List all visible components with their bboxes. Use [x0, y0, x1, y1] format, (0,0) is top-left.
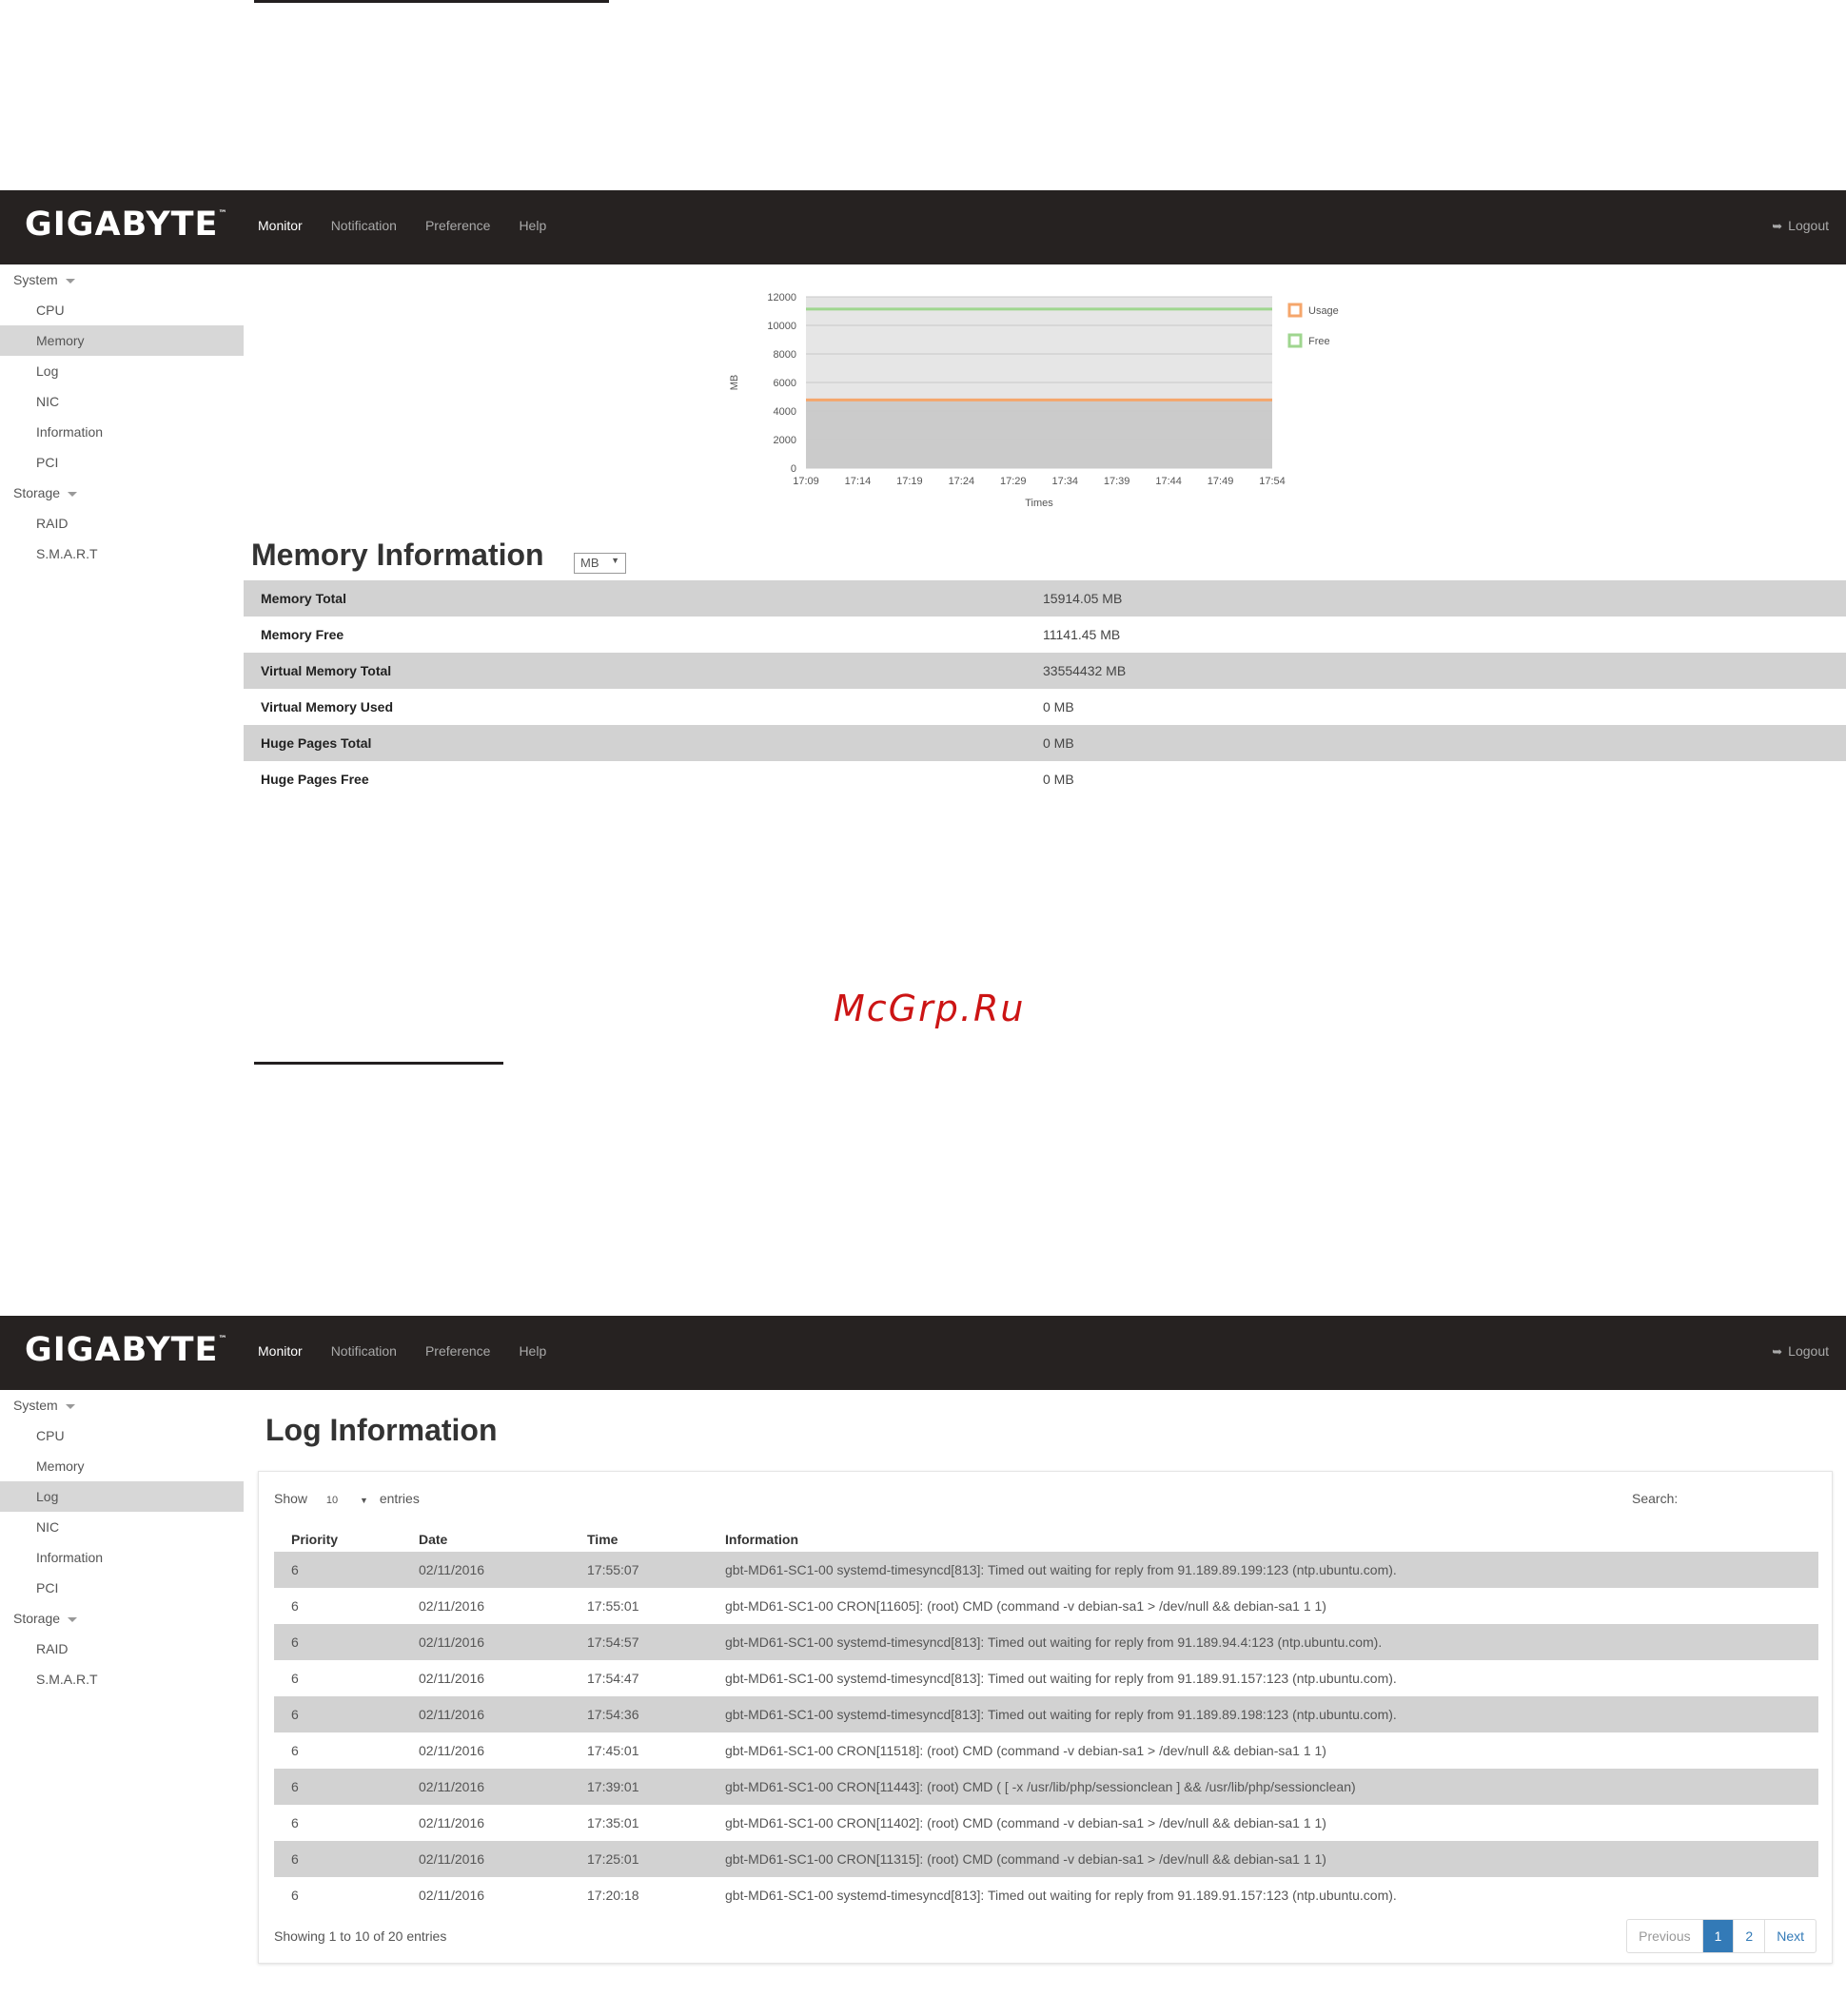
sidebar-group-system[interactable]: System — [0, 264, 244, 295]
table-row: 6 02/11/2016 17:54:57 gbt-MD61-SC1-00 systemd-timesyncd[813]: Timed out waiting for reply from 91.189.94.4:123 (ntp.ubuntu.com). — [274, 1624, 1818, 1660]
legend-label-usage: Usage — [1308, 305, 1339, 317]
nav-notification[interactable]: Notification — [330, 218, 397, 233]
page-title: Log Information — [265, 1413, 498, 1447]
logout-button[interactable]: ➥ Logout — [1772, 218, 1829, 233]
caret-down-icon — [68, 1617, 77, 1622]
dropdown-arrow-icon: ▼ — [360, 1496, 368, 1505]
sidebar-item-raid[interactable]: RAID — [36, 1641, 69, 1656]
entries-length-select[interactable]: 10 ▼ — [325, 1495, 368, 1506]
page-title: Memory Information — [251, 538, 544, 572]
logout-button[interactable]: ➥ Logout — [1772, 1343, 1829, 1359]
y-tick-label: 6000 — [773, 378, 796, 389]
column-header-time[interactable]: Time — [587, 1532, 619, 1547]
search-label: Search: — [1632, 1491, 1679, 1506]
memory-screenshot — [0, 190, 1846, 823]
previous-page-button[interactable]: Previous — [1639, 1928, 1691, 1944]
table-row: 6 02/11/2016 17:55:01 gbt-MD61-SC1-00 CRON[11605]: (root) CMD (command -v debian-sa1 > /dev/null && debian-sa1 1 1) — [291, 1598, 1326, 1614]
watermark-text: McGrp.Ru — [834, 988, 1026, 1029]
middle-rule — [254, 1062, 503, 1065]
top-navbar — [0, 1316, 1846, 1390]
top-rule — [254, 0, 609, 3]
y-tick-label: 2000 — [773, 435, 796, 446]
nav-monitor[interactable]: Monitor — [258, 1343, 303, 1359]
table-row: 6 02/11/2016 17:54:47 gbt-MD61-SC1-00 systemd-timesyncd[813]: Timed out waiting for reply from 91.189.91.157:123 (ntp.ubuntu.com). — [291, 1671, 1397, 1686]
sidebar-group-system[interactable]: System — [0, 1390, 244, 1420]
legend-label-free: Free — [1308, 336, 1330, 347]
nav-monitor[interactable]: Monitor — [258, 218, 303, 233]
main-nav — [258, 218, 546, 233]
log-table — [274, 1527, 1818, 1913]
main-nav — [258, 1343, 546, 1359]
table-row: 6 02/11/2016 17:54:36 gbt-MD61-SC1-00 systemd-timesyncd[813]: Timed out waiting for reply from 91.189.89.198:123 (ntp.ubuntu.com). — [274, 1696, 1818, 1732]
table-row: 6 02/11/2016 17:39:01 gbt-MD61-SC1-00 CRON[11443]: (root) CMD ( [ -x /usr/lib/php/sessionclean ] && /usr/lib/php/sessionclean) — [274, 1769, 1818, 1805]
table-row: Virtual Memory Used 0 MB — [261, 699, 1074, 714]
x-tick-label: 17:19 — [896, 476, 923, 487]
sidebar-item-information[interactable]: Information — [36, 1550, 104, 1565]
sidebar — [0, 1390, 244, 1694]
log-table-panel — [258, 1471, 1833, 1964]
table-row: 6 02/11/2016 17:20:18 gbt-MD61-SC1-00 systemd-timesyncd[813]: Timed out waiting for reply from 91.189.91.157:123 (ntp.ubuntu.com). — [291, 1888, 1397, 1903]
memory-info-table — [244, 580, 1846, 797]
page-2-button[interactable]: 2 — [1733, 1920, 1764, 1952]
column-header-date[interactable]: Date — [419, 1532, 448, 1547]
usage-area — [806, 400, 1272, 468]
y-tick-label: 8000 — [773, 349, 796, 361]
table-row: Memory Total 15914.05 MB — [244, 580, 1846, 617]
x-axis-label: Times — [1025, 498, 1053, 509]
sidebar-item-smart[interactable]: S.M.A.R.T — [36, 1672, 98, 1687]
sidebar-item-log[interactable]: Log — [36, 363, 59, 379]
sidebar-item-memory[interactable]: Memory — [0, 325, 244, 356]
y-tick-label: 10000 — [767, 321, 796, 332]
nav-preference[interactable]: Preference — [424, 218, 491, 233]
y-axis-label: MB — [729, 374, 740, 391]
x-tick-label: 17:09 — [793, 476, 819, 487]
sidebar-item-pci[interactable]: PCI — [36, 455, 59, 470]
logout-icon: ➥ — [1772, 219, 1783, 233]
x-tick-label: 17:39 — [1103, 476, 1130, 487]
table-info: Showing 1 to 10 of 20 entries — [274, 1928, 447, 1944]
table-row: Huge Pages Total 0 MB — [244, 725, 1846, 761]
pagination — [1626, 1919, 1817, 1953]
legend-swatch-usage — [1289, 304, 1301, 316]
sidebar — [0, 264, 244, 569]
length-control: Show 10 ▼ entries — [274, 1491, 420, 1506]
caret-down-icon — [66, 1404, 75, 1409]
top-navbar — [0, 190, 1846, 264]
table-row: Virtual Memory Total 33554432 MB — [244, 653, 1846, 689]
nav-help[interactable]: Help — [519, 1343, 547, 1359]
gigabyte-logo: GIGABYTE™ — [25, 206, 227, 244]
x-tick-label: 17:34 — [1051, 476, 1078, 487]
logout-icon: ➥ — [1772, 1344, 1783, 1359]
sidebar-item-smart[interactable]: S.M.A.R.T — [36, 546, 98, 561]
x-tick-label: 17:44 — [1155, 476, 1182, 487]
x-tick-label: 17:24 — [948, 476, 975, 487]
table-row: 6 02/11/2016 17:55:07 gbt-MD61-SC1-00 systemd-timesyncd[813]: Timed out waiting for reply from 91.189.89.199:123 (ntp.ubuntu.com). — [274, 1552, 1818, 1588]
sidebar-group-storage[interactable]: Storage — [0, 478, 244, 508]
nav-preference[interactable]: Preference — [424, 1343, 491, 1359]
x-tick-label: 17:54 — [1259, 476, 1286, 487]
y-tick-label: 0 — [790, 463, 796, 475]
x-tick-label: 17:14 — [844, 476, 872, 487]
column-header-priority[interactable]: Priority — [291, 1532, 339, 1547]
column-header-information[interactable]: Information — [725, 1532, 798, 1547]
gigabyte-logo: GIGABYTE™ — [25, 1331, 227, 1369]
sidebar-item-nic[interactable]: NIC — [36, 1519, 60, 1535]
unit-select[interactable]: MB ▼ — [574, 553, 626, 574]
sidebar-item-cpu[interactable]: CPU — [36, 303, 65, 318]
dropdown-arrow-icon: ▼ — [611, 556, 619, 565]
legend-swatch-free — [1289, 335, 1301, 346]
memory-chart — [718, 276, 1365, 509]
search-input[interactable] — [1686, 1485, 1810, 1510]
nav-help[interactable]: Help — [519, 218, 547, 233]
y-tick-label: 4000 — [773, 406, 796, 418]
sidebar-item-log[interactable]: Log — [0, 1481, 244, 1512]
sidebar-item-information[interactable]: Information — [36, 424, 104, 440]
caret-down-icon — [68, 492, 77, 497]
y-tick-label: 12000 — [767, 292, 796, 303]
table-row: Huge Pages Free 0 MB — [261, 772, 1074, 787]
sidebar-item-pci[interactable]: PCI — [36, 1580, 59, 1595]
table-row: 6 02/11/2016 17:25:01 gbt-MD61-SC1-00 CRON[11315]: (root) CMD (command -v debian-sa1 > /dev/null && debian-sa1 1 1) — [274, 1841, 1818, 1877]
page-1-button[interactable]: 1 — [1702, 1920, 1734, 1952]
sidebar-item-memory[interactable]: Memory — [36, 1458, 85, 1474]
x-tick-label: 17:29 — [1000, 476, 1027, 487]
sidebar-item-nic[interactable]: NIC — [36, 394, 60, 409]
sidebar-group-storage[interactable]: Storage — [0, 1603, 244, 1634]
nav-notification[interactable]: Notification — [330, 1343, 397, 1359]
x-tick-label: 17:49 — [1207, 476, 1234, 487]
next-page-button[interactable]: Next — [1764, 1920, 1816, 1952]
caret-down-icon — [66, 279, 75, 284]
sidebar-item-raid[interactable]: RAID — [36, 516, 69, 531]
log-screenshot — [0, 1316, 1846, 1972]
table-row: 6 02/11/2016 17:35:01 gbt-MD61-SC1-00 CRON[11402]: (root) CMD (command -v debian-sa1 > /dev/null && debian-sa1 1 1) — [291, 1815, 1326, 1830]
sidebar-item-cpu[interactable]: CPU — [36, 1428, 65, 1443]
table-row: 6 02/11/2016 17:45:01 gbt-MD61-SC1-00 CRON[11518]: (root) CMD (command -v debian-sa1 > /dev/null && debian-sa1 1 1) — [291, 1743, 1326, 1758]
table-row: Memory Free 11141.45 MB — [261, 627, 1121, 642]
